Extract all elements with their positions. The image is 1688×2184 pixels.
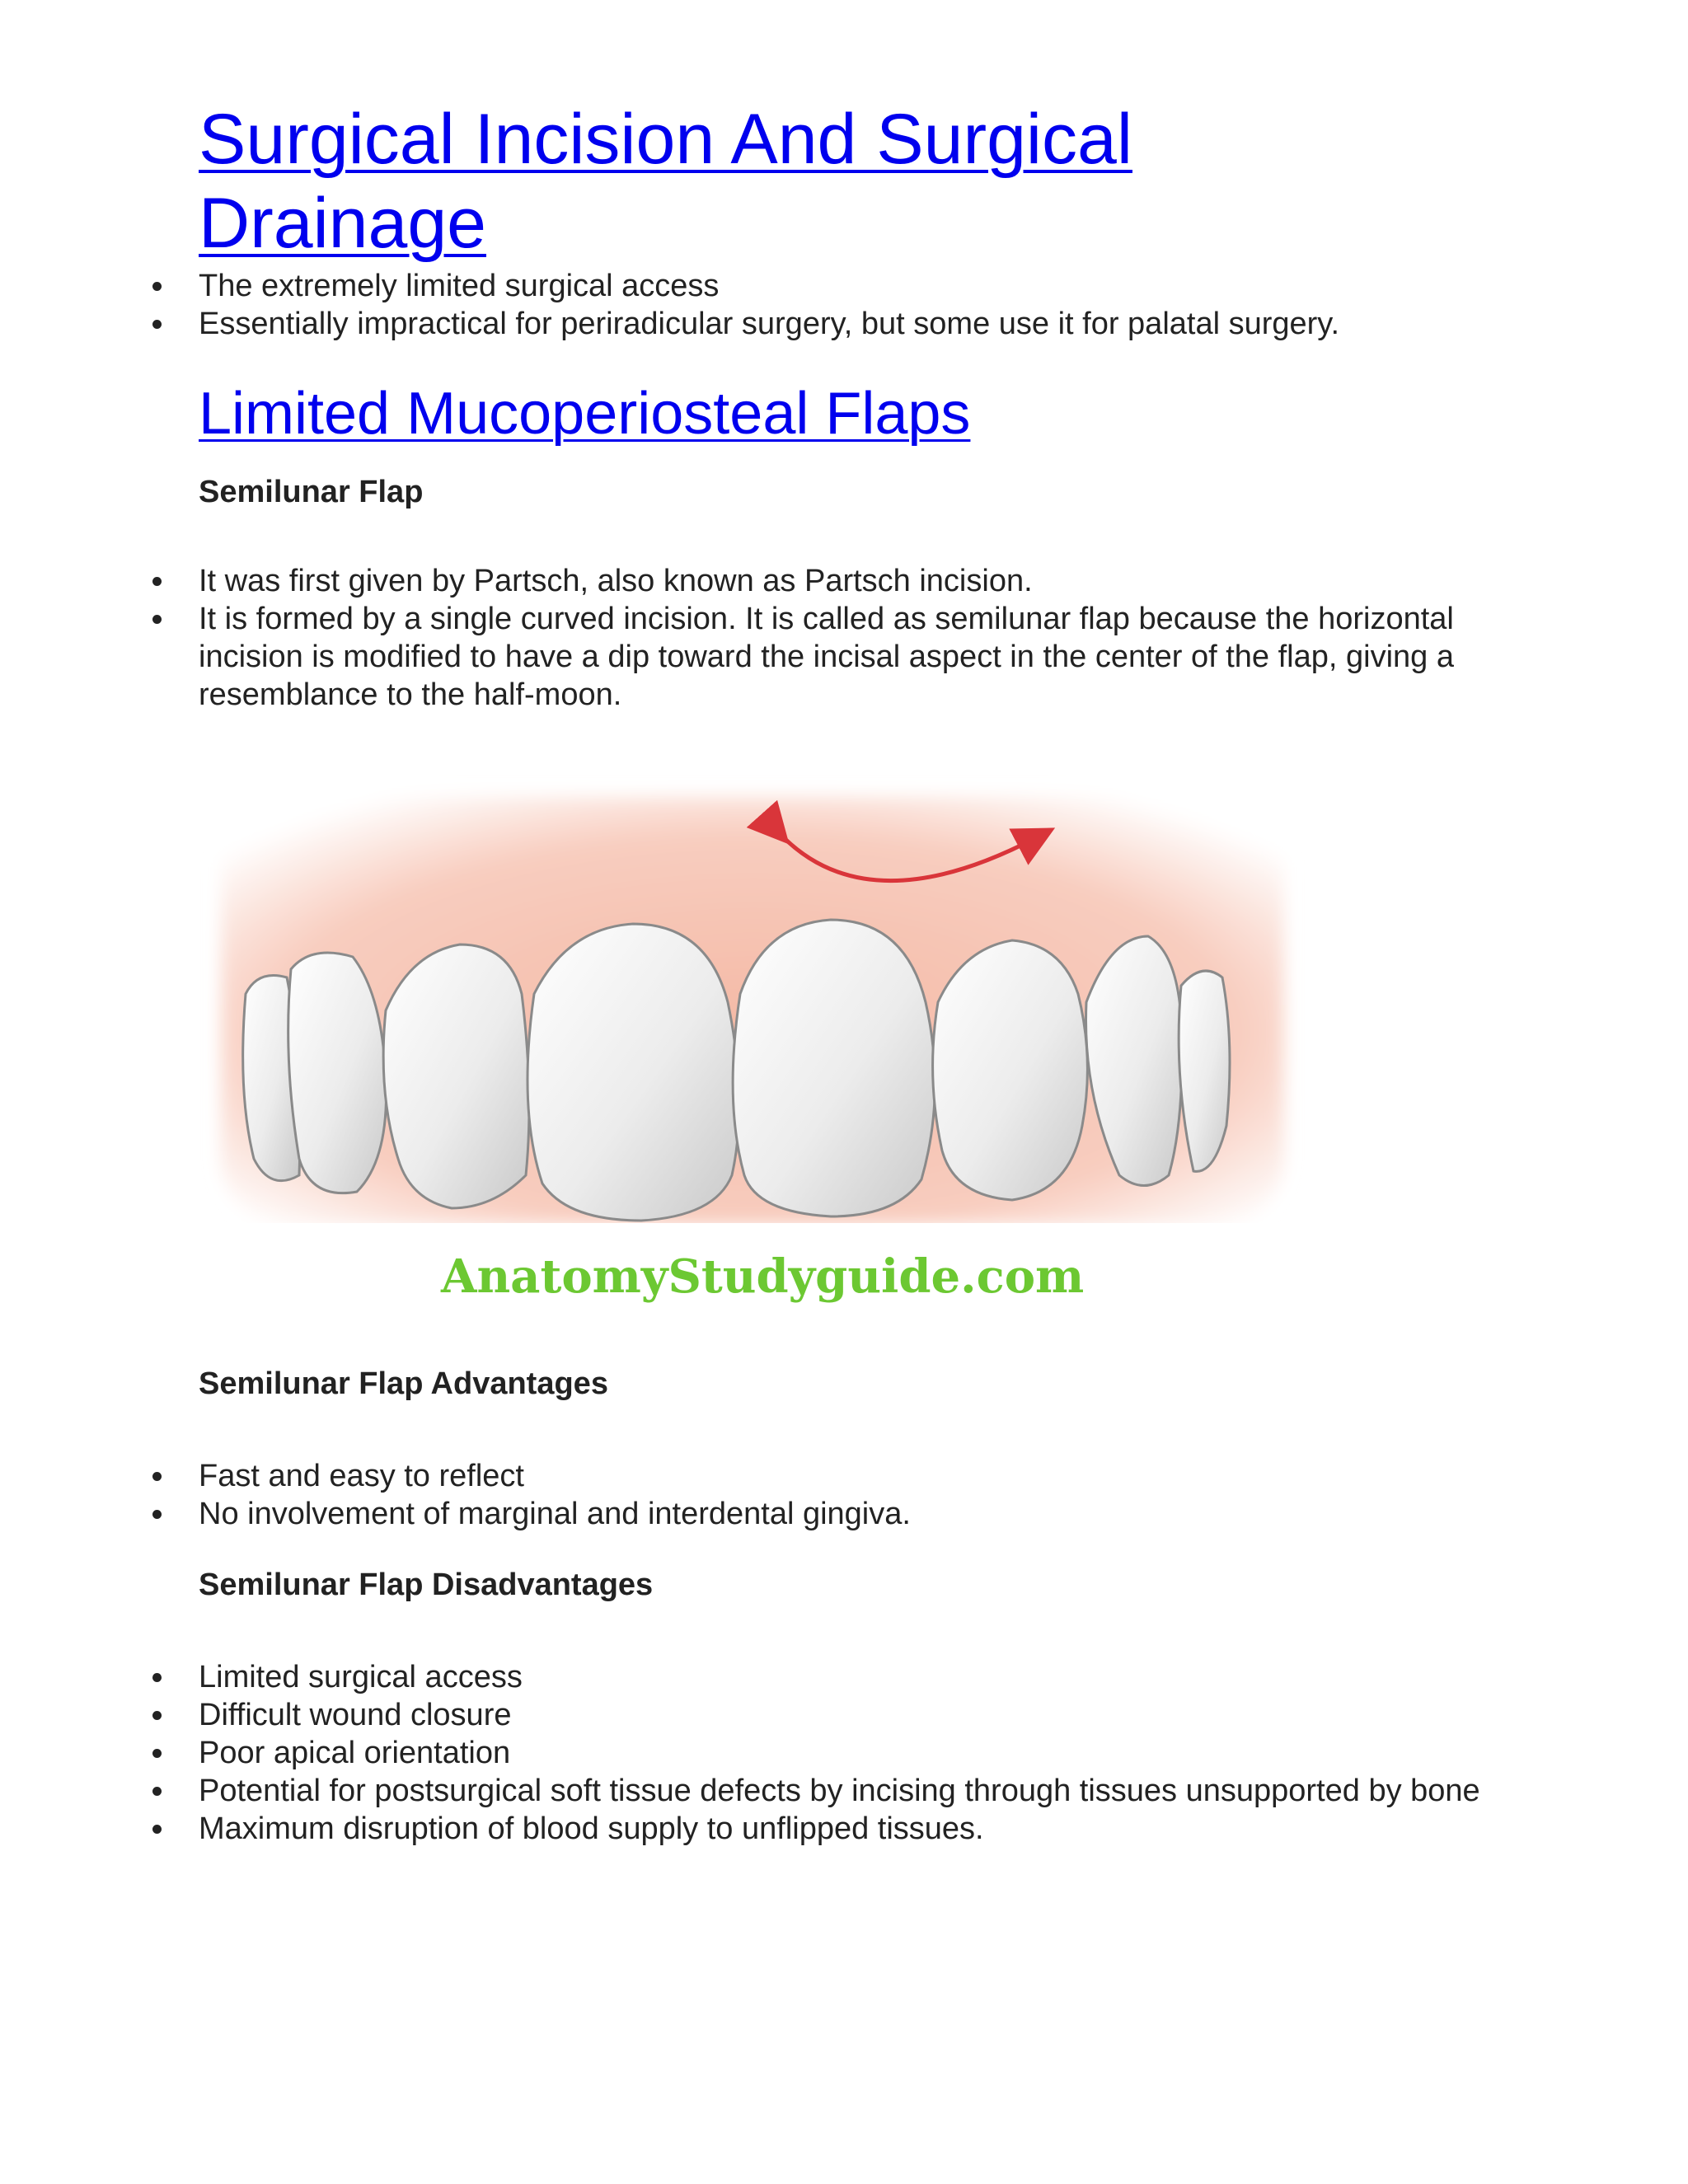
- list-item: [199, 305, 1501, 343]
- semilunar-bullet-list: [199, 562, 1501, 714]
- bullet-icon: [152, 577, 162, 586]
- list-item: [199, 562, 1501, 600]
- list-item: [199, 600, 1501, 714]
- tooth: [528, 924, 739, 1221]
- teeth-illustration: [180, 747, 1309, 1249]
- tooth: [733, 920, 935, 1216]
- list-item-text: The extremely limited surgical access: [199, 269, 720, 303]
- semilunar-flap-figure: [180, 747, 1309, 1348]
- bullet-icon: [152, 1787, 162, 1796]
- bullet-icon: [152, 1749, 162, 1758]
- list-item-text: Maximum disruption of blood supply to unflipped tissues.: [199, 1811, 984, 1846]
- figure-caption-watermark: AnatomyStudyguide.com: [441, 1249, 1085, 1304]
- list-item: [199, 1696, 1501, 1734]
- main-heading-link[interactable]: Surgical Incision And Surgical Drainage: [199, 100, 1132, 263]
- disadvantages-bullet-list: [199, 1658, 1501, 1848]
- list-item: [199, 1658, 1501, 1696]
- advantages-bullet-list: [199, 1457, 1501, 1533]
- list-item-text: It was first given by Partsch, also known as Partsch incision.: [199, 564, 1033, 598]
- list-item: [199, 1734, 1501, 1772]
- bullet-icon: [152, 1711, 162, 1720]
- list-item: [199, 1495, 1501, 1533]
- bullet-icon: [152, 282, 162, 291]
- disadvantages-title: Semilunar Flap Disadvantages: [199, 1568, 654, 1602]
- tooth: [933, 940, 1088, 1200]
- list-item-text: Potential for postsurgical soft tissue defects by incising through tissues unsupported by bone: [199, 1774, 1480, 1808]
- list-item-text: Poor apical orientation: [199, 1736, 511, 1770]
- tooth: [383, 944, 529, 1208]
- intro-bullet-list: [199, 267, 1501, 343]
- list-item-text: Fast and easy to reflect: [199, 1459, 524, 1493]
- article-content: [199, 97, 1501, 1848]
- bullet-icon: [152, 320, 162, 329]
- list-item-text: No involvement of marginal and interdental gingiva.: [199, 1497, 911, 1531]
- list-item-text: Essentially impractical for periradicular surgery, but some use it for palatal surgery.: [199, 307, 1340, 341]
- list-item: [199, 1457, 1501, 1495]
- list-item-text: Difficult wound closure: [199, 1698, 512, 1732]
- bullet-icon: [152, 1673, 162, 1682]
- semilunar-flap-title: Semilunar Flap: [199, 475, 424, 509]
- list-item: [199, 267, 1501, 305]
- bullet-icon: [152, 1472, 162, 1481]
- list-item-text: It is formed by a single curved incision. It is called as semilunar flap because the horizontal incision is modified to have a dip toward the incisal aspect in the center of the flap, giving a resemblance to the half-moon.: [199, 602, 1454, 712]
- list-item-text: Limited surgical access: [199, 1660, 523, 1694]
- section-heading-link[interactable]: Limited Mucoperiosteal Flaps: [199, 381, 971, 447]
- advantages-title: Semilunar Flap Advantages: [199, 1366, 608, 1401]
- bullet-icon: [152, 1510, 162, 1519]
- list-item: [199, 1772, 1501, 1810]
- list-item: [199, 1810, 1501, 1848]
- gum-bottom-fade: [180, 1223, 1309, 1249]
- bullet-icon: [152, 1825, 162, 1834]
- bullet-icon: [152, 615, 162, 624]
